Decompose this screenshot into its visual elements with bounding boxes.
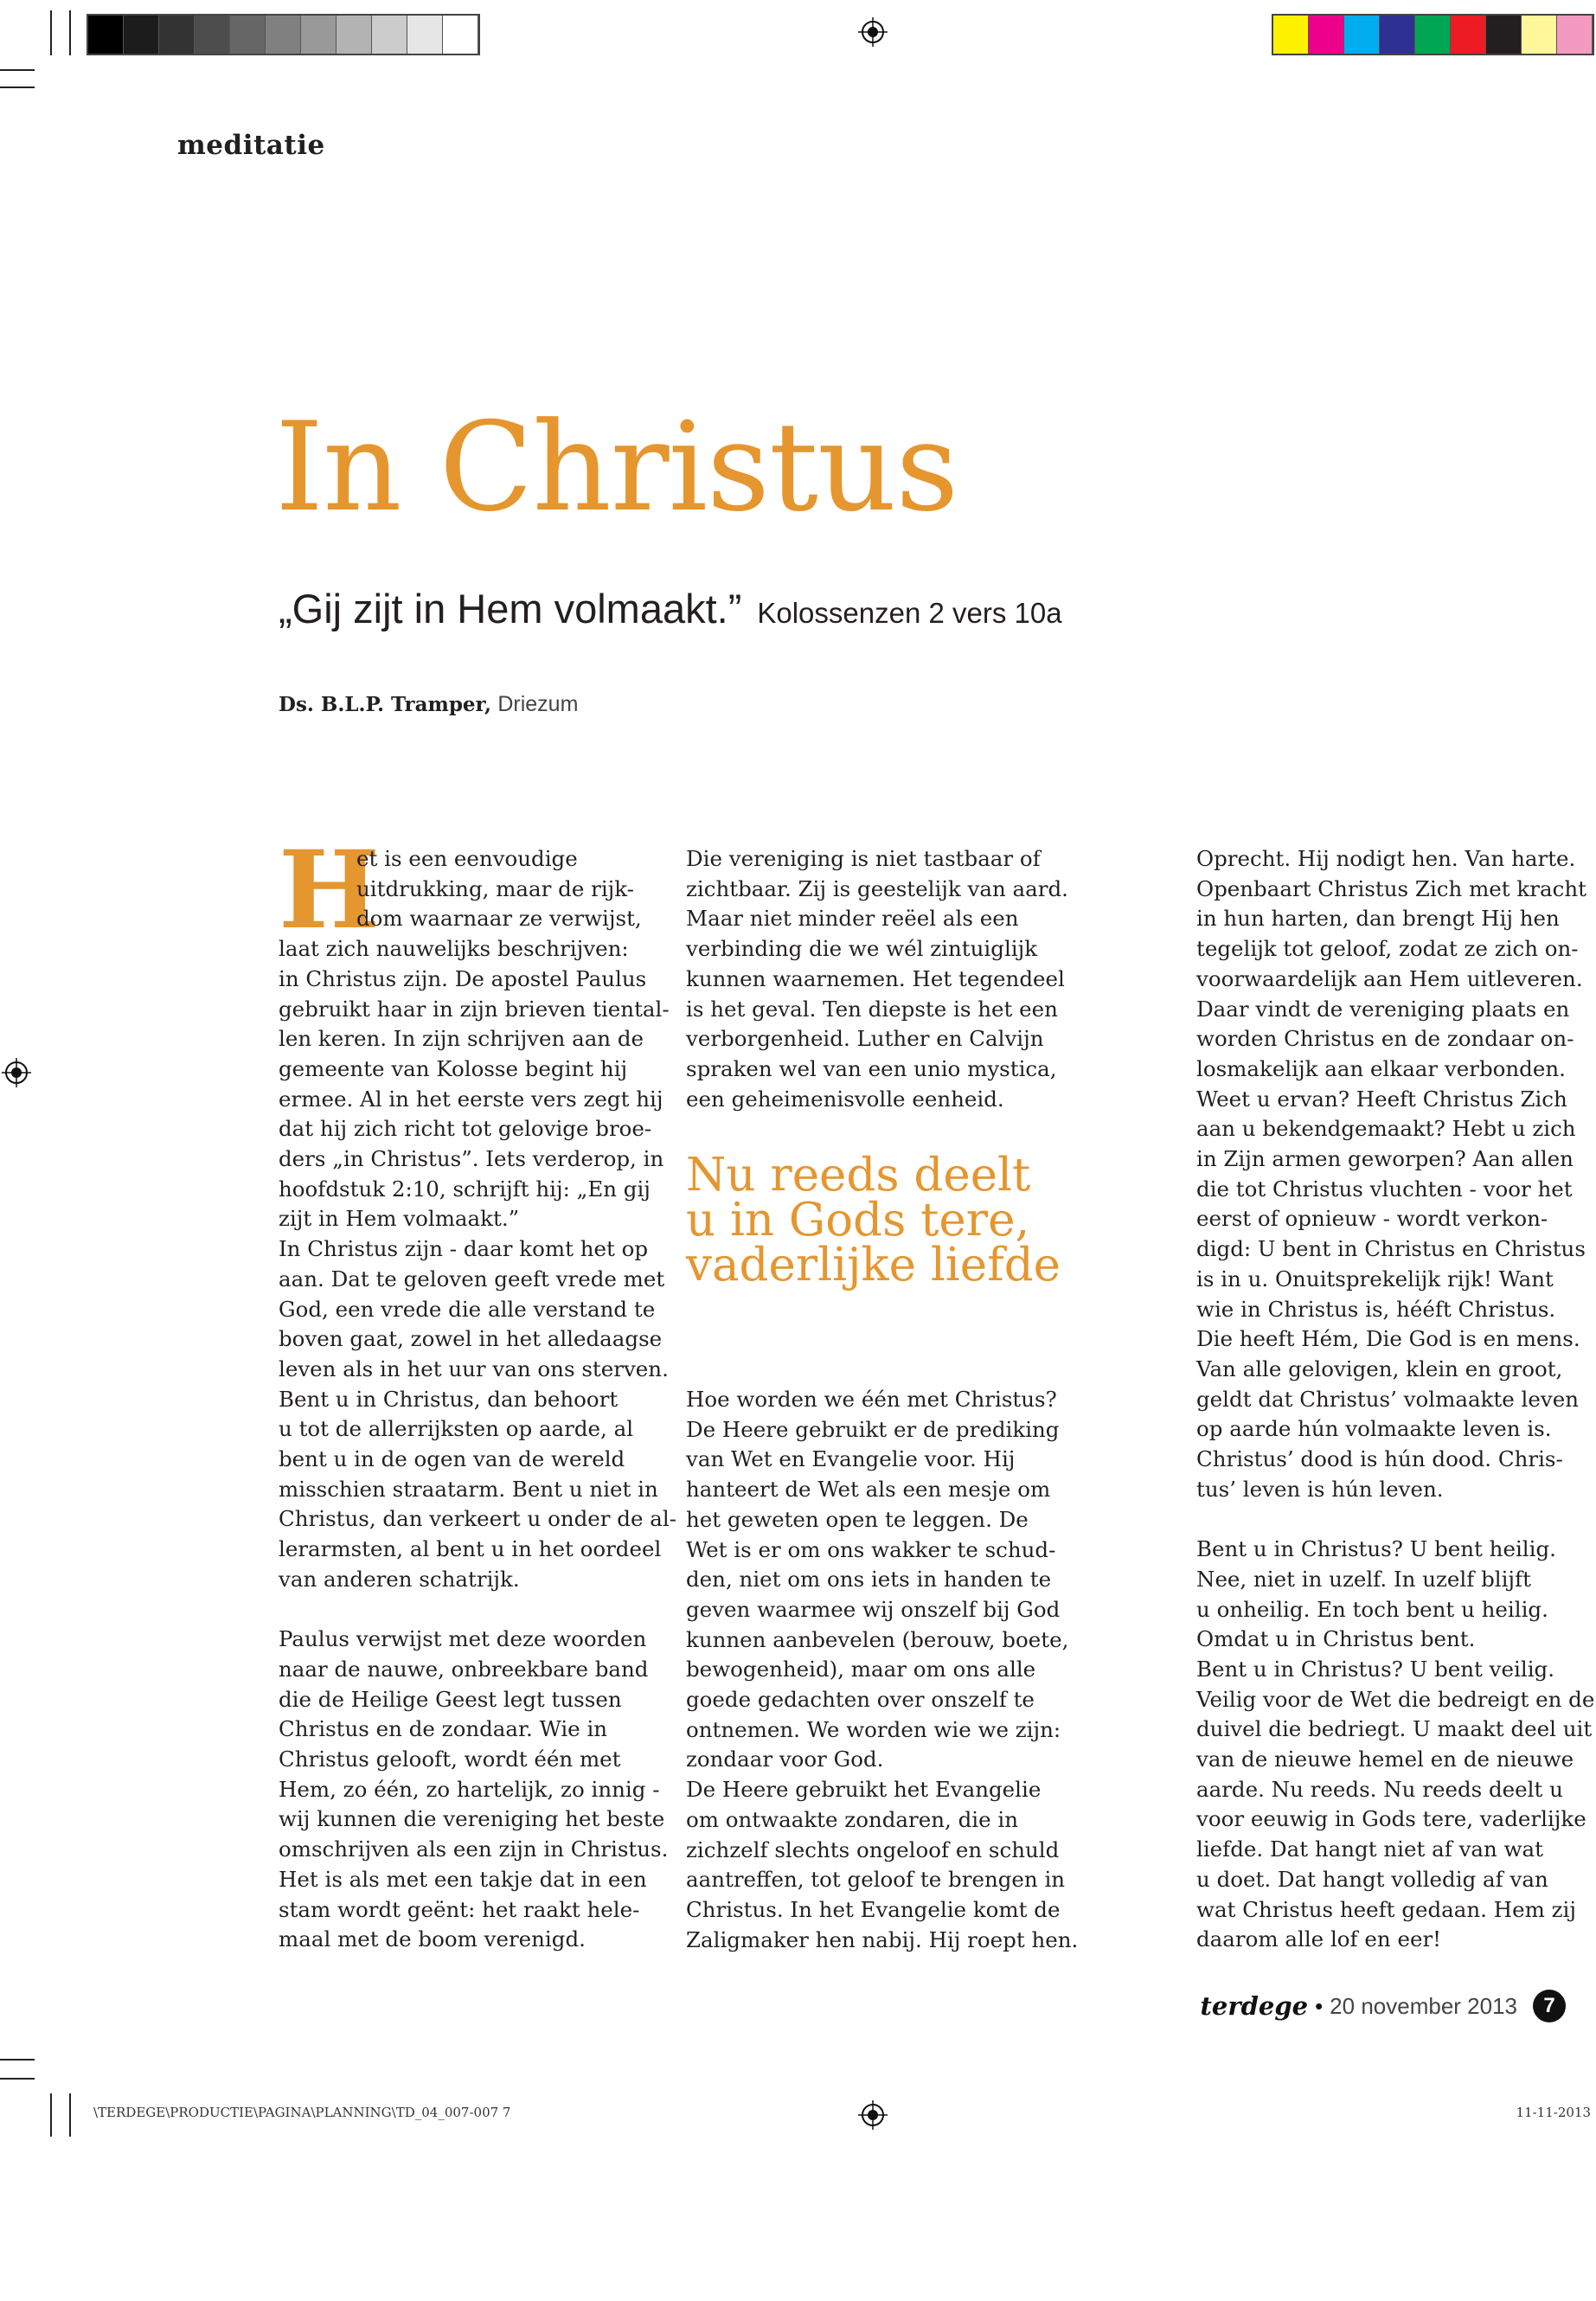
text-line: Wet is er om ons wakker te schud-	[686, 1536, 1056, 1562]
color-swatch	[1486, 16, 1522, 54]
text-line: wat Christus heeft gedaan. Hem zij	[1196, 1896, 1576, 1922]
page-number: 7	[1533, 1990, 1566, 2022]
text-line: verbinding die we wél zintuiglijk	[686, 936, 1038, 962]
text-line: dom waarnaar ze verwijst,	[356, 906, 642, 932]
color-swatch	[372, 16, 407, 54]
text-line: Die vereniging is niet tastbaar of	[686, 846, 1041, 871]
text-line: laat zich nauwelijks beschrijven:	[279, 936, 629, 962]
text-line: gemeente van Kolosse begint hij	[279, 1055, 628, 1081]
text-line: Nee, niet in uzelf. In uzelf blijft	[1196, 1566, 1531, 1592]
color-swatch	[88, 16, 124, 54]
text-line: geldt dat Christus’ volmaakte leven	[1196, 1386, 1579, 1412]
text-line: uitdrukking, maar de rijk-	[356, 875, 634, 901]
text-line: Christus en de zondaar. Wie in	[279, 1716, 608, 1742]
text-line: hanteert de Wet als een mesje om	[686, 1477, 1051, 1503]
text-line: wij kunnen die vereniging het beste	[279, 1806, 665, 1832]
text-line: die tot Christus vluchten - voor het	[1196, 1176, 1573, 1202]
crop-mark-bottom-left-v1	[50, 2093, 52, 2137]
magazine-logo: terdege	[1200, 1991, 1309, 2021]
article-column-2-bottom	[686, 1385, 1079, 1955]
text-line: het geweten open te leggen. De	[686, 1506, 1029, 1532]
registration-mark-icon	[858, 2100, 888, 2130]
author-place: Driezum	[497, 692, 579, 716]
text-line: naar de nauwe, onbreekbare band	[279, 1656, 649, 1682]
text-line: ermee. Al in het eerste vers zegt hij	[279, 1086, 663, 1112]
text-line: Zaligmaker hen nabij. Hij roept hen.	[686, 1926, 1079, 1952]
text-line: leven als in het uur van ons sterven.	[279, 1356, 669, 1381]
text-line: voor eeuwig in Gods tere, vaderlijke	[1196, 1806, 1586, 1832]
pull-quote-line: Nu reeds deelt	[686, 1149, 1031, 1202]
color-swatch	[337, 16, 372, 54]
text-line: verborgenheid. Luther en Calvijn	[686, 1026, 1044, 1052]
color-swatch	[1522, 16, 1557, 54]
text-line: tegelijk tot geloof, zodat ze zich on-	[1196, 936, 1579, 962]
text-line: eerst of opnieuw - wordt verkon-	[1196, 1206, 1548, 1232]
text-line: den, niet om ons iets in handen te	[686, 1567, 1052, 1593]
text-line: Hem, zo één, zo hartelijk, zo innig -	[279, 1776, 660, 1802]
section-label: meditatie	[177, 130, 325, 161]
color-swatch	[266, 16, 301, 54]
text-line: aan u bekendgemaakt? Hebt u zich	[1196, 1116, 1576, 1142]
text-line: daarom alle lof en eer!	[1196, 1926, 1442, 1952]
text-line: ontnemen. We worden wie we zijn:	[686, 1716, 1061, 1742]
text-line: op aarde hún volmaakte leven is.	[1196, 1416, 1552, 1442]
text-line: zijt in Hem volmaakt.”	[279, 1206, 520, 1232]
text-line: In Christus zijn - daar komt het op	[279, 1236, 649, 1262]
production-slug-path: \TERDEGE\PRODUCTIE\PAGINA\PLANNING\TD_04_007-007 7	[93, 2105, 511, 2120]
text-line: bent u in de ogen van de wereld	[279, 1446, 625, 1472]
crop-mark-bottom-left-v2	[69, 2093, 71, 2137]
footer-separator: •	[1315, 1992, 1324, 2019]
text-line: wie in Christus is, hééft Christus.	[1196, 1296, 1556, 1322]
registration-mark-icon	[2, 1058, 31, 1087]
text-line: Bent u in Christus? U bent heilig.	[1196, 1536, 1556, 1562]
text-line: digd: U bent in Christus en Christus	[1196, 1236, 1586, 1262]
text-line: ders „in Christus”. Iets verderop, in	[279, 1146, 664, 1172]
color-swatch	[1309, 16, 1344, 54]
text-line: u tot de allerrijksten op aarde, al	[279, 1416, 634, 1442]
text-line: Christus’ dood is hún dood. Chris-	[1196, 1446, 1563, 1472]
subtitle	[279, 585, 1062, 632]
text-line: in Christus zijn. De apostel Paulus	[279, 965, 647, 991]
text-line: voorwaardelijk aan Hem uitleveren.	[1196, 965, 1583, 991]
color-swatch	[1415, 16, 1451, 54]
text-line: kunnen waarnemen. Het tegendeel	[686, 965, 1065, 991]
text-line: De Heere gebruikt het Evangelie	[686, 1777, 1042, 1803]
text-line: Hoe worden we één met Christus?	[686, 1387, 1057, 1412]
text-line: in Zijn armen geworpen? Aan allen	[1196, 1146, 1574, 1172]
text-line: omschrijven als een zijn in Christus.	[279, 1836, 669, 1862]
text-line: zichzelf slechts ongeloof en schuld	[686, 1836, 1060, 1862]
color-swatch	[407, 16, 443, 54]
text-line: liefde. Dat hangt niet af van wat	[1196, 1836, 1544, 1862]
crop-mark-top-left-v2	[69, 10, 71, 55]
color-swatch	[301, 16, 337, 54]
text-line: misschien straatarm. Bent u niet in	[279, 1476, 658, 1502]
crop-mark-top-left-v1	[50, 10, 52, 55]
text-line: om ontwaakte zondaren, die in	[686, 1806, 1019, 1832]
text-line: duivel die bedriegt. U maakt deel uit	[1196, 1716, 1593, 1742]
pull-quote	[686, 1149, 1061, 1292]
color-swatch	[230, 16, 266, 54]
text-line: is in u. Onuitsprekelijk rijk! Want	[1196, 1266, 1554, 1292]
text-line: bewogenheid), maar om ons alle	[686, 1657, 1036, 1682]
text-line: Weet u ervan? Heeft Christus Zich	[1196, 1086, 1567, 1112]
text-line: die de Heilige Geest legt tussen	[279, 1686, 622, 1712]
color-swatch	[443, 16, 478, 54]
process-color-bar	[1272, 14, 1594, 55]
text-line: aan. Dat te geloven geeft vrede met	[279, 1266, 665, 1292]
byline	[279, 692, 578, 717]
text-line: van Wet en Evangelie voor. Hij	[686, 1446, 1016, 1472]
subtitle-quote: „Gij zijt in Hem volmaakt.”	[279, 586, 742, 631]
article-column-1	[279, 844, 676, 1955]
text-line: Openbaart Christus Zich met kracht	[1196, 875, 1586, 901]
production-slug-date: 11-11-2013	[1516, 2105, 1591, 2120]
color-swatch	[1380, 16, 1415, 54]
article-column-3	[1196, 844, 1595, 1955]
text-line: aarde. Nu reeds. Nu reeds deelt u	[1196, 1776, 1563, 1802]
color-swatch	[159, 16, 195, 54]
text-line: tus’ leven is hún leven.	[1196, 1476, 1444, 1502]
text-line: u doet. Dat hangt volledig af van	[1196, 1866, 1548, 1892]
text-line: spraken wel van een unio mystica,	[686, 1055, 1057, 1081]
text-line: goede gedachten over onszelf te	[686, 1687, 1035, 1713]
paragraph-gap	[1196, 1504, 1577, 1535]
bible-reference: Kolossenzen 2 vers 10a	[757, 597, 1062, 629]
text-line: Christus. In het Evangelie komt de	[686, 1896, 1061, 1922]
color-swatch	[1273, 16, 1309, 54]
text-line: Bent u in Christus? U bent veilig.	[1196, 1656, 1554, 1682]
text-line: zichtbaar. Zij is geestelijk van aard.	[686, 875, 1068, 901]
pull-quote-line: u in Gods tere,	[686, 1194, 1030, 1247]
text-line: kunnen aanbevelen (berouw, boete,	[686, 1626, 1069, 1652]
text-line: u onheilig. En toch bent u heilig.	[1196, 1596, 1548, 1622]
page-footer	[1200, 1990, 1566, 2022]
text-line: van anderen schatrijk.	[279, 1566, 520, 1592]
text-line: dat hij zich richt tot gelovige broe-	[279, 1116, 652, 1142]
color-swatch	[1451, 16, 1486, 54]
text-line: Oprecht. Hij nodigt hen. Van harte.	[1196, 846, 1576, 871]
text-line: zondaar voor God.	[686, 1747, 884, 1772]
registration-mark-icon	[858, 17, 888, 47]
text-line: van de nieuwe hemel en de nieuwe	[1196, 1747, 1574, 1772]
crop-mark-bottom-left-h2	[0, 2078, 35, 2080]
text-line: worden Christus en de zondaar on-	[1196, 1026, 1574, 1052]
text-line: in hun harten, dan brengt Hij hen	[1196, 906, 1560, 932]
color-swatch	[195, 16, 230, 54]
page-title: In Christus	[275, 396, 958, 539]
article-column-2-top	[686, 844, 1067, 1114]
text-line: Die heeft Hém, Die God is en mens.	[1196, 1326, 1580, 1352]
author-name: Ds. B.L.P. Tramper,	[279, 693, 492, 716]
text-line: Het is als met een takje dat in een	[279, 1866, 647, 1892]
pull-quote-line: vaderlijke liefde	[686, 1239, 1061, 1292]
crop-mark-top-left-h1	[0, 69, 35, 71]
text-line: maal met de boom verenigd.	[279, 1926, 586, 1952]
text-line: hoofdstuk 2:10, schrijft hij: „En gij	[279, 1176, 651, 1202]
text-line: len keren. In zijn schrijven aan de	[279, 1026, 644, 1052]
crop-mark-bottom-left-h1	[0, 2059, 35, 2061]
text-line: stam wordt geënt: het raakt hele-	[279, 1896, 640, 1922]
color-swatch	[1344, 16, 1380, 54]
paragraph-gap	[279, 1595, 659, 1625]
text-line: Christus gelooft, wordt één met	[279, 1747, 621, 1772]
text-line: et is een eenvoudige	[356, 846, 578, 871]
text-line: Bent u in Christus, dan behoort	[279, 1386, 619, 1412]
text-line: De Heere gebruikt er de prediking	[686, 1416, 1060, 1442]
drop-cap: H	[279, 828, 381, 953]
text-line: een geheimenisvolle eenheid.	[686, 1086, 1004, 1112]
text-line: God, een vrede die alle verstand te	[279, 1296, 656, 1322]
text-line: Van alle gelovigen, klein en groot,	[1196, 1356, 1563, 1381]
text-line: Daar vindt de vereniging plaats en	[1196, 996, 1570, 1022]
gray-color-bar	[87, 14, 480, 55]
text-line: Maar niet minder reëel als een	[686, 906, 1019, 932]
text-line: lerarmsten, al bent u in het oordeel	[279, 1536, 662, 1562]
color-swatch	[1557, 16, 1593, 54]
text-line: gebruikt haar in zijn brieven tiental-	[279, 996, 670, 1022]
color-swatch	[124, 16, 159, 54]
text-line: geven waarmee wij onszelf bij God	[686, 1596, 1061, 1622]
text-line: boven gaat, zowel in het alledaagse	[279, 1326, 663, 1352]
text-line: aantreffen, tot geloof te brengen in	[686, 1867, 1066, 1893]
text-line: Christus, dan verkeert u onder de al-	[279, 1506, 676, 1532]
crop-mark-top-left-h2	[0, 87, 35, 88]
text-line: Paulus verwijst met deze woorden	[279, 1626, 647, 1652]
text-line: Omdat u in Christus bent.	[1196, 1626, 1476, 1652]
text-line: is het geval. Ten diepste is het een	[686, 996, 1058, 1022]
issue-date: 20 november 2013	[1330, 1992, 1517, 2019]
text-line: Veilig voor de Wet die bedreigt en de	[1196, 1686, 1595, 1712]
text-line: losmakelijk aan elkaar verbonden.	[1196, 1055, 1566, 1081]
